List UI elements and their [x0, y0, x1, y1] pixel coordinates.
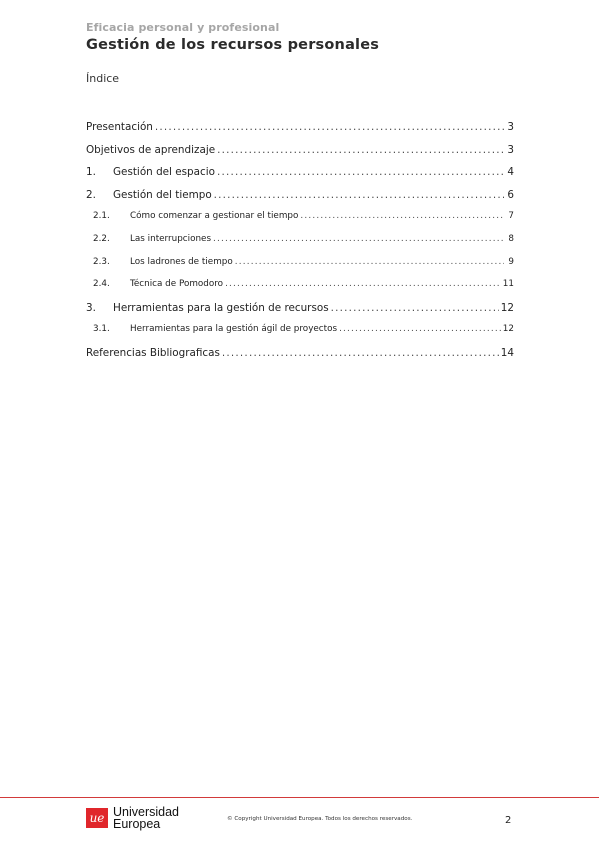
toc-entry-page: 12: [502, 324, 514, 335]
toc-entry-number: 2.4.: [93, 279, 110, 290]
toc-entry-number: 1.: [86, 166, 96, 179]
toc-entry-title: Las interrupciones: [130, 233, 212, 244]
logo-line-2: Europea: [113, 817, 161, 831]
toc-dot-leader: [155, 121, 504, 133]
toc-entry-title: Técnica de Pomodoro: [130, 279, 224, 290]
toc-entry-title: Herramientas para la gestión de recursos: [113, 301, 329, 314]
toc-dot-leader: [214, 189, 504, 201]
logo-mark-icon: ue: [86, 808, 108, 828]
toc-dot-leader: [213, 234, 504, 244]
toc-entry[interactable]: [86, 211, 514, 234]
toc-dot-leader: [217, 144, 504, 156]
toc-entry-title: Gestión del espacio: [113, 166, 215, 179]
toc-entry-page: 11: [502, 279, 514, 290]
toc-entry-number: 2.: [86, 188, 96, 201]
toc-entry-page: 9: [508, 256, 514, 267]
toc-entry-number: 2.3.: [93, 256, 110, 267]
toc-entry[interactable]: [86, 302, 514, 325]
toc-entry-page: 3: [507, 143, 514, 156]
logo-line-1: Universidad: [113, 805, 180, 819]
course-subject: Eficacia personal y profesional: [86, 21, 280, 34]
toc-entry-page: 4: [507, 166, 514, 179]
toc-entry-title: Referencias Bibliograficas: [86, 346, 220, 359]
toc-entry-number: 3.: [86, 301, 96, 314]
toc-entry[interactable]: [86, 144, 514, 167]
toc-dot-leader: [222, 347, 499, 359]
toc-entry-page: 7: [508, 211, 514, 222]
logo-text: [113, 806, 179, 830]
university-logo: [86, 806, 179, 830]
toc-entry-page: 14: [500, 346, 514, 359]
toc-entry-number: 2.1.: [93, 211, 110, 222]
toc-dot-leader: [300, 211, 504, 221]
document-title: Gestión de los recursos personales: [86, 37, 380, 53]
footer-divider: [0, 797, 599, 798]
toc-entry-page: 3: [507, 121, 514, 133]
toc-dot-leader: [235, 257, 504, 267]
toc-entry-page: 8: [508, 233, 514, 244]
toc-entry[interactable]: [86, 121, 514, 144]
toc-entry-title: Herramientas para la gestión ágil de proyectos: [130, 324, 338, 335]
toc-entry-number: 3.1.: [93, 324, 110, 335]
toc-entry[interactable]: [86, 347, 514, 370]
toc-entry[interactable]: [86, 257, 514, 280]
toc-entry[interactable]: [86, 279, 514, 302]
toc-entry-page: 6: [507, 188, 514, 201]
toc-entry-title: Cómo comenzar a gestionar el tiempo: [130, 211, 299, 222]
toc-entry[interactable]: [86, 189, 514, 212]
toc-entry-title: Gestión del tiempo: [113, 188, 212, 201]
page-number: 2: [505, 815, 512, 826]
toc-heading: Índice: [86, 72, 120, 85]
toc-dot-leader: [339, 324, 501, 334]
toc-entry-number: 2.2.: [93, 233, 110, 244]
toc-dot-leader: [331, 302, 499, 314]
toc-entry-page: 12: [500, 301, 514, 314]
toc-entry-title: Los ladrones de tiempo: [130, 256, 233, 267]
toc-dot-leader: [225, 279, 501, 289]
toc-entry[interactable]: [86, 234, 514, 257]
toc-entry[interactable]: [86, 166, 514, 189]
toc-entry[interactable]: [86, 324, 514, 347]
table-of-contents: [86, 121, 514, 370]
toc-dot-leader: [217, 166, 504, 178]
toc-entry-title: Objetivos de aprendizaje: [86, 143, 216, 156]
toc-entry-title: Presentación: [86, 121, 153, 133]
copyright-notice: © Copyright Universidad Europea. Todos los derechos reservados.: [227, 816, 413, 822]
